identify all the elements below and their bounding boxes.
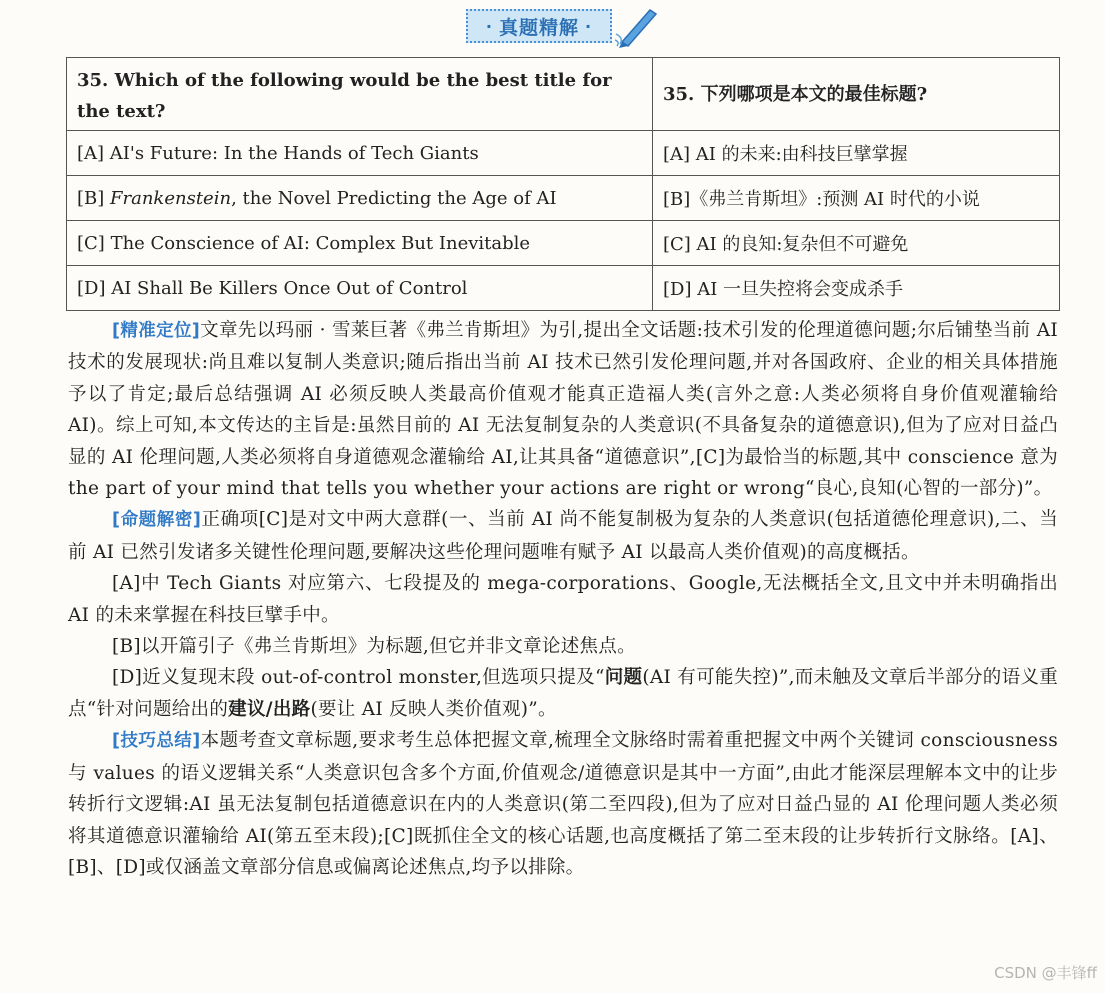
table-row: [67, 131, 1060, 176]
banner-title: 真题精解: [498, 16, 579, 39]
option-label: [B]: [77, 187, 105, 209]
option-text: The Conscience of AI: Complex But Inevitable: [110, 232, 531, 254]
paragraph-text: 文章先以玛丽 · 雪莱巨著《弗兰肯斯坦》为引,提出全文话题:技术引发的伦理道德问题;尔后铺垫当前 AI 技术的发展现状:尚且难以复制人类意识;随后指出当前 AI 技术已然引发伦理问题,并对各国政府、企业的相关具体措施予以了肯定;最后总结强调 AI 必须反映人类最高价值观才能真正造福人类(言外之意:人类必须将自身价值观灌输给 AI)。综上可知,本文传达的主旨是:虽然目前的 AI 无法复制复杂的人类意识(不具备复杂的道德意识),但为了应对日益凸显的 AI 伦理问题,人类必须将自身道德观念灌输给 AI,让其具备“道德意识”,[C]为最恰当的标题,其中 conscience 意为 the part of your mind that tells you whether your actions are right or wrong“良心,良知(心智的一部分)”。: [68, 320, 1058, 500]
question-table: [66, 57, 1060, 311]
paragraph-option-a: [A]中 Tech Giants 对应第六、七段提及的 mega-corporations、Google,无法概括全文,且文中并未明确指出 AI 的未来掌握在科技巨擘手中。: [68, 573, 1058, 626]
table-row: [67, 176, 1060, 221]
option-a-zh: [A] AI 的未来:由科技巨擘掌握: [653, 131, 1060, 176]
section-banner: [466, 9, 612, 43]
question-en: 35. Which of the following would be the best title for the text?: [67, 58, 653, 131]
option-text: AI Shall Be Killers Once Out of Control: [111, 277, 468, 299]
banner-dot: ·: [585, 16, 593, 36]
option-text: , the Novel Predicting the Age of AI: [231, 187, 557, 209]
option-c-en: [67, 221, 653, 266]
bold-text: 问题: [604, 667, 643, 689]
tag-precise-positioning: [精准定位]: [112, 321, 201, 341]
option-c-zh: [C] AI 的良知:复杂但不可避免: [653, 221, 1060, 266]
analysis-text: [68, 315, 1058, 883]
option-a-en: [67, 131, 653, 176]
option-b-zh: [B]《弗兰肯斯坦》:预测 AI 时代的小说: [653, 176, 1060, 221]
table-row: [67, 266, 1060, 311]
paragraph-precise-positioning: [68, 315, 1058, 504]
paragraph-skill-summary: [68, 725, 1058, 883]
option-label: [A]: [77, 142, 105, 164]
paragraph-option-b: [B]以开篇引子《弗兰肯斯坦》为标题,但它并非文章论述焦点。: [112, 636, 636, 658]
option-d-en: [67, 266, 653, 311]
tag-skill-summary: [技巧总结]: [112, 731, 201, 752]
table-row: [67, 221, 1060, 266]
watermark: CSDN @丰锋ff: [994, 964, 1097, 982]
pen-icon: [614, 4, 660, 48]
option-label: [C]: [77, 232, 105, 254]
paragraph-text: 本题考查文章标题,要求考生总体把握文章,梳理全文脉络时需着重把握文中两个关键词 consciousness 与 values 的语义逻辑关系“人类意识包含多个方面,价值观念/道德意识是其中一方面”,由此才能深层理解本文中的让步转折行文逻辑:AI 虽无法复制包括道德意识在内的人类意识(第二至四段),但为了应对日益凸显的 AI 伦理问题人类必须将其道德意识灌输给 AI(第五至末段);[C]既抓住全文的核心话题,也高度概括了第二至末段的让步转折行文脉络。[A]、[B]、[D]或仅涵盖文章部分信息或偏离论述焦点,均予以排除。: [68, 730, 1058, 878]
option-d-zh: [D] AI 一旦失控将会变成杀手: [653, 266, 1060, 311]
table-header-row: [67, 58, 1060, 131]
option-b-en: [67, 176, 653, 221]
bold-text: 建议/出路: [228, 698, 311, 720]
paragraph-text: (要让 AI 反映人类价值观)”。: [310, 698, 557, 720]
tag-question-decoding: [命题解密]: [112, 510, 202, 531]
option-text: AI's Future: In the Hands of Tech Giants: [109, 142, 479, 164]
question-zh: 35. 下列哪项是本文的最佳标题?: [653, 58, 1060, 131]
paragraph-text: (AI 有可能失控)”,而未触及文章后半部分的语义重点“针对问题给出的: [68, 667, 1058, 720]
option-title-italic: Frankenstein: [110, 187, 232, 209]
option-label: [D]: [77, 277, 106, 299]
paragraph-text: 正确项[C]是对文中两大意群(一、当前 AI 尚不能复制极为复杂的人类意识(包括道德伦理意识),二、当前 AI 已然引发诸多关键性伦理问题,要解决这些伦理问题唯有赋予 AI 以最高人类价值观)的高度概括。: [68, 509, 1058, 563]
paragraph-text: [D]近义复现末段 out-of-control monster,但选项只提及“: [112, 667, 605, 689]
paragraph-option-d: [68, 662, 1058, 725]
banner-dot: ·: [485, 16, 493, 36]
paragraph-question-decoding: [68, 504, 1058, 568]
